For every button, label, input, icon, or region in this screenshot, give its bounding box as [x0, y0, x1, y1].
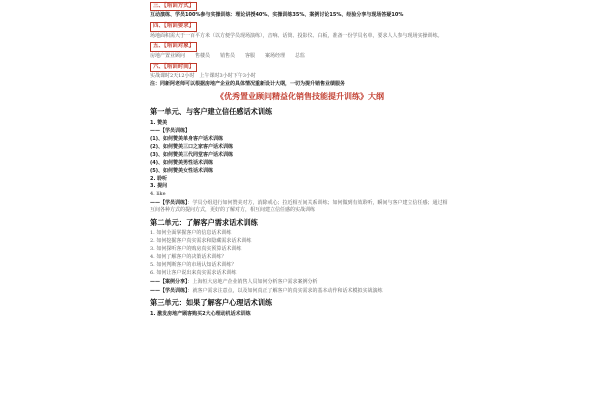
- list-item: (5)、如何赞美女性话术训练: [150, 167, 214, 174]
- list-item: 4. like: [150, 191, 166, 198]
- note-text: ：就客户需求注意点，以及如何真正了解客户的真实需求的基本动作和话术模拟实战演练: [187, 287, 383, 294]
- unit-title: 第三单元：如果了解客户心理话术训练: [150, 298, 273, 308]
- case-note: [150, 279, 450, 286]
- section-heading: 三、【培训方式】: [150, 2, 197, 11]
- section-training-time: [150, 61, 450, 88]
- list-item: 2. 如何挖掘客户真实需求和隐藏需求话术训练: [150, 238, 252, 245]
- list-item: 3. 提问: [150, 183, 168, 190]
- list-item: (2)、如何赞美三口之家客户话术训练: [150, 143, 234, 150]
- list-item: 1. 如何全面掌握客户的信息话术训练: [150, 230, 232, 237]
- unit-title: 第一单元、与客户建立信任感话术训练: [150, 107, 273, 117]
- document-page: [150, 0, 450, 400]
- list-item: 6. 如何让客户说出来真实需求话术训练: [150, 270, 237, 277]
- list-item: 1. 赞美: [150, 119, 168, 126]
- list-item: (1)、如何赞美单身客户话术训练: [150, 135, 224, 142]
- list-item: 5. 如何判断客户的市场认知话术训练？: [150, 262, 237, 269]
- unit-1: [150, 107, 450, 213]
- section-heading: 四、【培训要求】: [150, 22, 197, 31]
- list-item: 3. 如何探听客户的购房真实预算话术训练: [150, 246, 242, 253]
- list-item: (3)、如何赞美三代同堂客户话术训练: [150, 151, 234, 158]
- paragraph: 房地产置业顾问 售楼员 销售员 客服 案场经理 总监: [150, 52, 306, 59]
- list-item: ——【学员训练】: [150, 127, 191, 134]
- section-heading: 六、【培训时间】: [150, 63, 197, 72]
- paragraph: 实战课时2天12小时 上午课时3小时下午3小时: [150, 72, 256, 79]
- section-training-method: [150, 0, 450, 19]
- note-tag: ——【案例分享】: [150, 278, 188, 285]
- document-title: 《优秀置业顾问精益化销售技能提升训练》大纲: [216, 92, 384, 102]
- note-tag: ——【学员训练】: [150, 200, 188, 207]
- list-item: 4. 如何了解客户的决策话术训练？: [150, 254, 227, 261]
- list-item: (4)、如何赞美男性话术训练: [150, 159, 214, 166]
- note-paragraph: 注：同新阿老师可以根据房地产企业的具体情况重新设计大纲，一切为提升销售业绩服务: [150, 80, 346, 87]
- paragraph: 场地面积需大于一百平方米（以方便学员现场演练），音响、话筒、投影仪、白板，准备一份学员名单，要求人人参与现场实操训练。: [150, 32, 443, 39]
- training-note: [150, 288, 450, 295]
- training-note: [150, 200, 450, 214]
- section-training-requirements: [150, 20, 450, 39]
- unit-2: [150, 218, 450, 295]
- note-tag: ——【学员训练】: [150, 287, 188, 294]
- list-item: 1. 激发房地产顾客购买2大心理动机话术训练: [150, 311, 251, 318]
- unit-title: 第二单元：了解客户需求话术训练: [150, 217, 258, 227]
- paragraph: 互动演练、学员100%参与实操训练：理论讲授40%、实操训练35%、案例讨论15%、经验分享与现场答疑10%: [150, 12, 404, 19]
- note-text: ：上海恒大房地产企业销售人员如何分析客户需求案例分析: [187, 278, 318, 285]
- list-item: 2. 聆听: [150, 175, 168, 182]
- note-text: ：学员分组进行如何赞美对方，消除戒心；拉近相互间关系训练；如何做到有效聆听，瞬间与客户建立信任感；通过相互间各种方式的提问方式，更好的了解对方，相互间建立信任感的实战训练: [150, 200, 448, 213]
- section-training-audience: [150, 40, 450, 59]
- unit-3: [150, 298, 450, 317]
- section-heading: 五、【培训对象】: [150, 42, 197, 51]
